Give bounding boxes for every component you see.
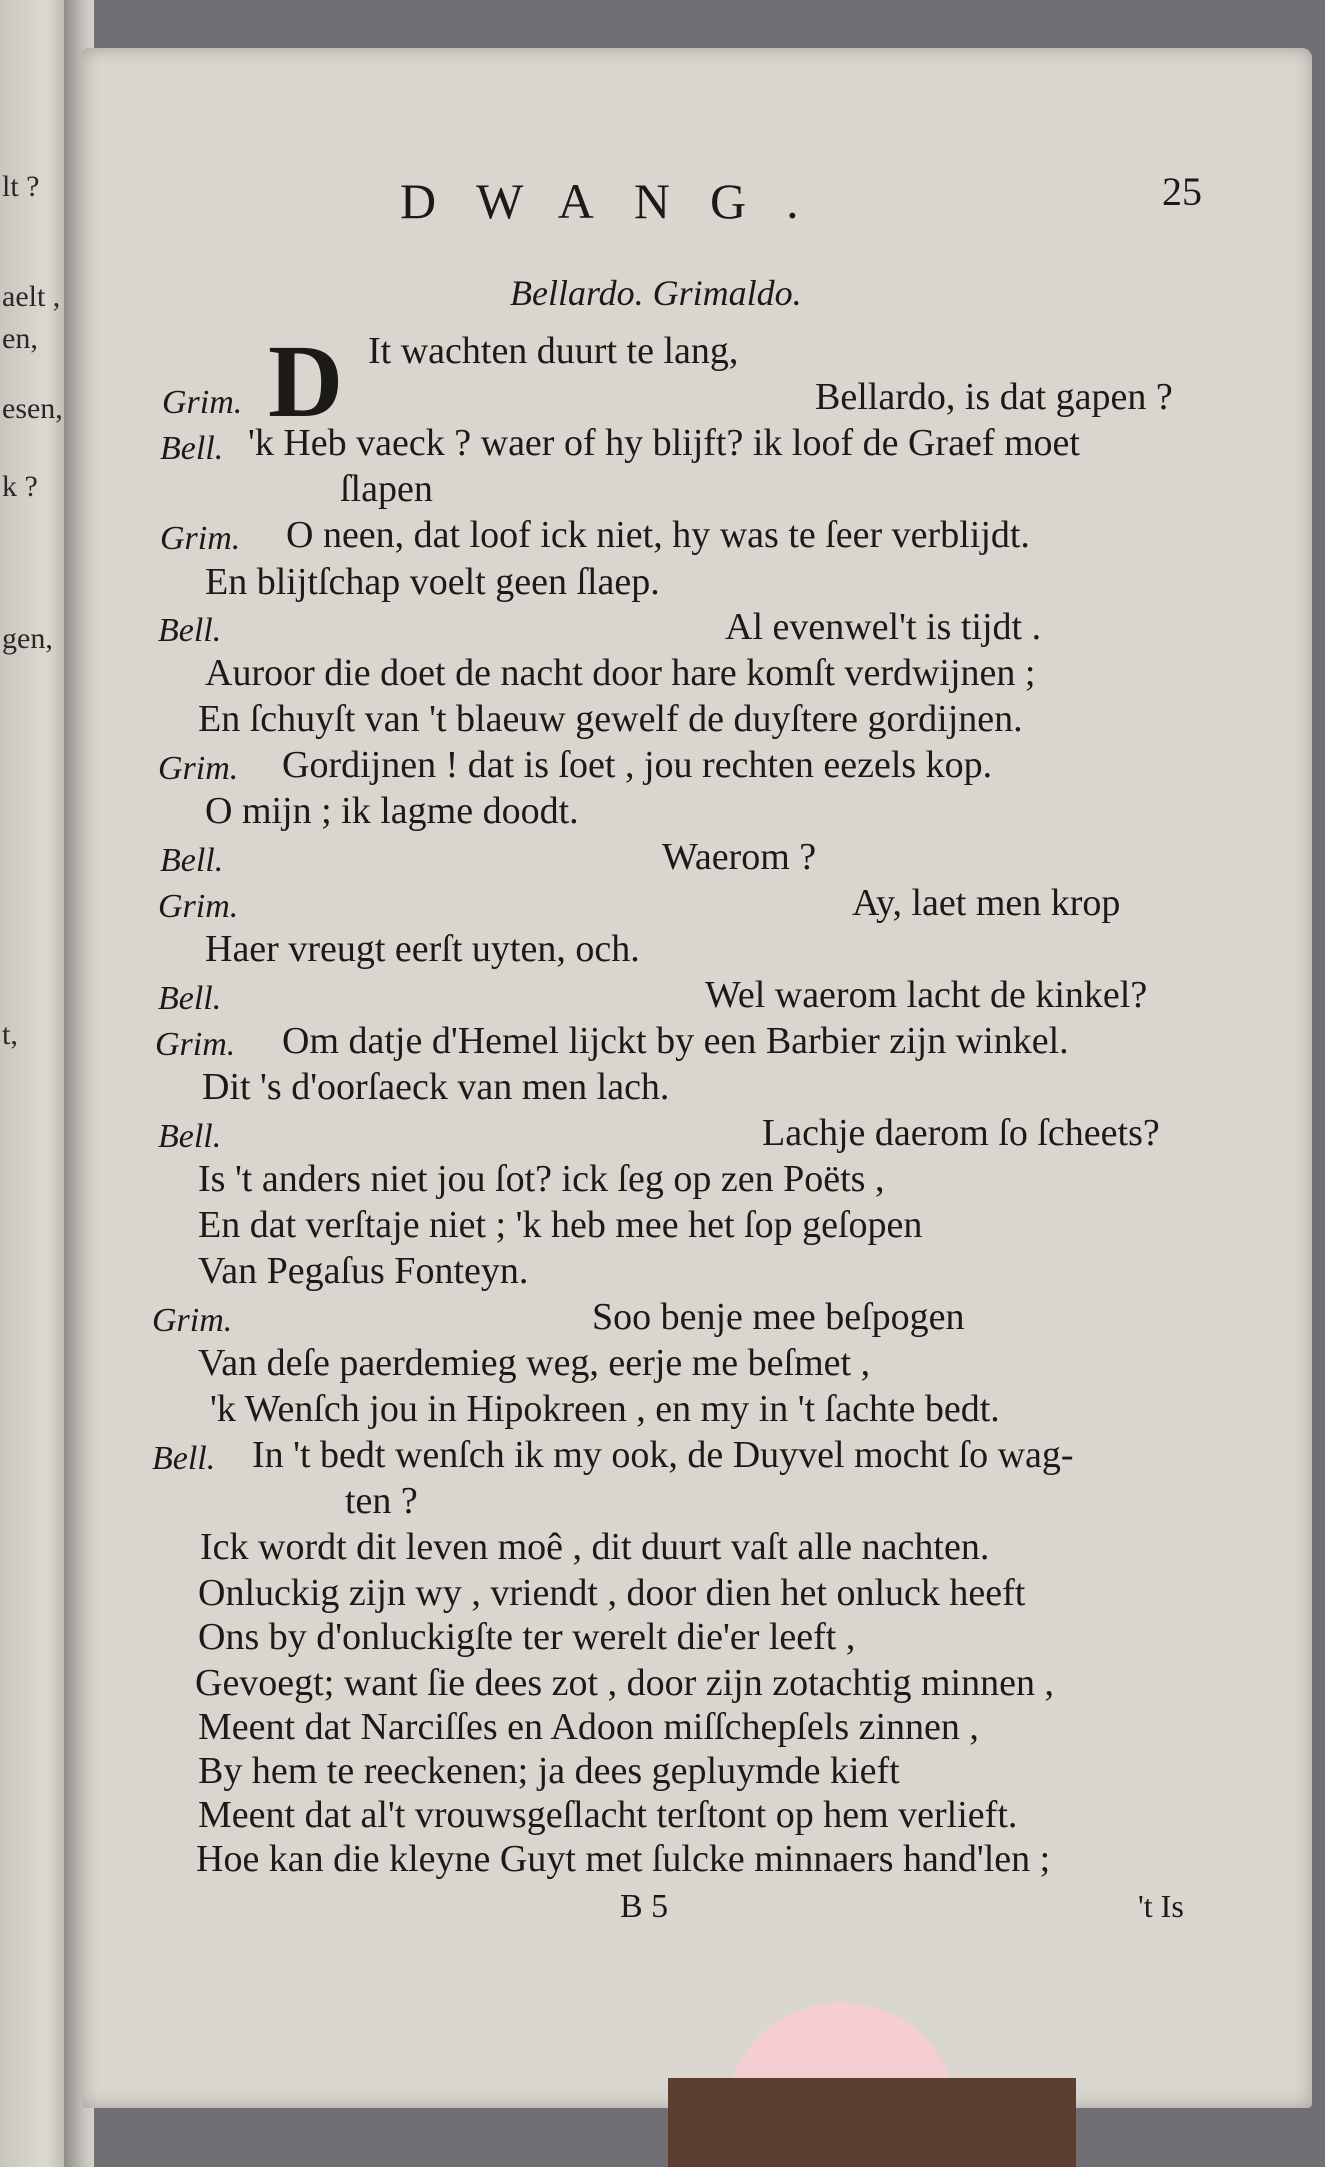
verse-line: Om datje d'Hemel lijckt by een Barbier zijn winkel. [282, 1020, 1069, 1062]
verse-line: Gevoegt; want ſie dees zot , door zijn zotachtig minnen , [195, 1662, 1054, 1704]
speaker-label: Grim. [155, 1026, 236, 1063]
verse-line: Haer vreugt eerſt uyten, och. [205, 928, 640, 970]
verse-line: Onluckig zijn wy , vriendt , door dien het onluck heeft [198, 1572, 1026, 1614]
speaker-label: Bell. [160, 430, 224, 467]
left-page-fragment: lt ? [2, 170, 40, 203]
verse-line: Van deſe paerdemieg weg, eerje me beſmet , [198, 1342, 871, 1384]
speaker-label: Grim. [152, 1302, 233, 1339]
speaker-label: Grim. [158, 750, 239, 787]
verse-line: En blijtſchap voelt geen ſlaep. [205, 561, 660, 603]
verse-line: Soo benje mee beſpogen [592, 1296, 965, 1338]
verse-line: Meent dat al't vrouwsgeſlacht terſtont op hem verlieft. [198, 1794, 1018, 1836]
verse-line: Hoe kan die kleyne Guyt met ſulcke minnaers hand'len ; [196, 1838, 1051, 1880]
verse-line: En ſchuyſt van 't blaeuw gewelf de duyſtere gordijnen. [198, 698, 1023, 740]
brown-bar [668, 2078, 1076, 2167]
verse-line: In 't bedt wenſch ik my ook, de Duyvel mocht ſo wag- [252, 1434, 1074, 1476]
drop-cap: D [268, 324, 344, 439]
catchword: 't Is [1138, 1888, 1184, 1924]
verse-line: Meent dat Narciſſes en Adoon miſſchepſels zinnen , [198, 1706, 979, 1748]
left-page-fragment: t, [2, 1018, 18, 1051]
verse-line: ten ? [345, 1480, 418, 1522]
verse-line: Is 't anders niet jou ſot? ick ſeg op zen Poëts , [198, 1158, 885, 1200]
left-page-fragment: k ? [2, 470, 38, 503]
verse-line: Lachje daerom ſo ſcheets? [762, 1112, 1160, 1154]
verse-line: Dit 's d'oorſaeck van men lach. [202, 1066, 670, 1108]
verse-line: Ons by d'onluckigſte ter werelt die'er leeft , [198, 1616, 856, 1658]
running-head: DWANG. [400, 173, 839, 229]
verse-line: Auroor die doet de nacht door hare komſt verdwijnen ; [205, 652, 1036, 694]
verse-line: En dat verſtaje niet ; 'k heb mee het ſop geſopen [198, 1204, 923, 1246]
verse-line: Ay, laet men krop [852, 882, 1121, 924]
verse-line: O mijn ; ik lagme doodt. [205, 790, 579, 832]
signature-mark: B 5 [620, 1888, 669, 1925]
verse-line: By hem te reeckenen; ja dees gepluymde kieft [198, 1750, 900, 1792]
left-page-fragment: gen, [2, 622, 53, 655]
verse-line: 'k Heb vaeck ? waer of hy blijft? ik loof de Graef moet [248, 422, 1080, 464]
verse-line: It wachten duurt te lang, [368, 330, 739, 372]
speaker-label: Bell. [152, 1440, 216, 1477]
verse-line: Waerom ? [662, 836, 817, 878]
speaker-label: Grim. [162, 384, 243, 421]
speaker-label: Grim. [158, 888, 239, 925]
verse-line: Al evenwel't is tijdt . [725, 606, 1042, 648]
verse-line: Van Pegaſus Fonteyn. [198, 1250, 529, 1292]
speaker-label: Bell. [158, 612, 222, 649]
speaker-label: Bell. [160, 842, 224, 879]
verse-line: Bellardo, is dat gapen ? [815, 376, 1173, 418]
scene-heading: Bellardo. Grimaldo. [510, 273, 802, 313]
verse-line: Ick wordt dit leven moê , dit duurt vaſt alle nachten. [200, 1526, 990, 1568]
left-page-fragment: en, [2, 322, 38, 355]
left-page-fragment: esen, [2, 392, 63, 425]
speaker-label: Bell. [158, 1118, 222, 1155]
verse-line: Wel waerom lacht de kinkel? [705, 974, 1148, 1016]
verse-line: 'k Wenſch jou in Hipokreen , en my in 't ſachte bedt. [210, 1388, 1000, 1430]
speaker-label: Bell. [158, 980, 222, 1017]
speaker-label: Grim. [160, 520, 241, 557]
page-number: 25 [1162, 169, 1202, 214]
verse-line: Gordijnen ! dat is ſoet , jou rechten eezels kop. [282, 744, 993, 786]
left-page-fragment: aelt , [2, 280, 61, 313]
verse-line: ſlapen [340, 468, 433, 510]
verse-line: O neen, dat loof ick niet, hy was te ſeer verblijdt. [286, 514, 1030, 556]
